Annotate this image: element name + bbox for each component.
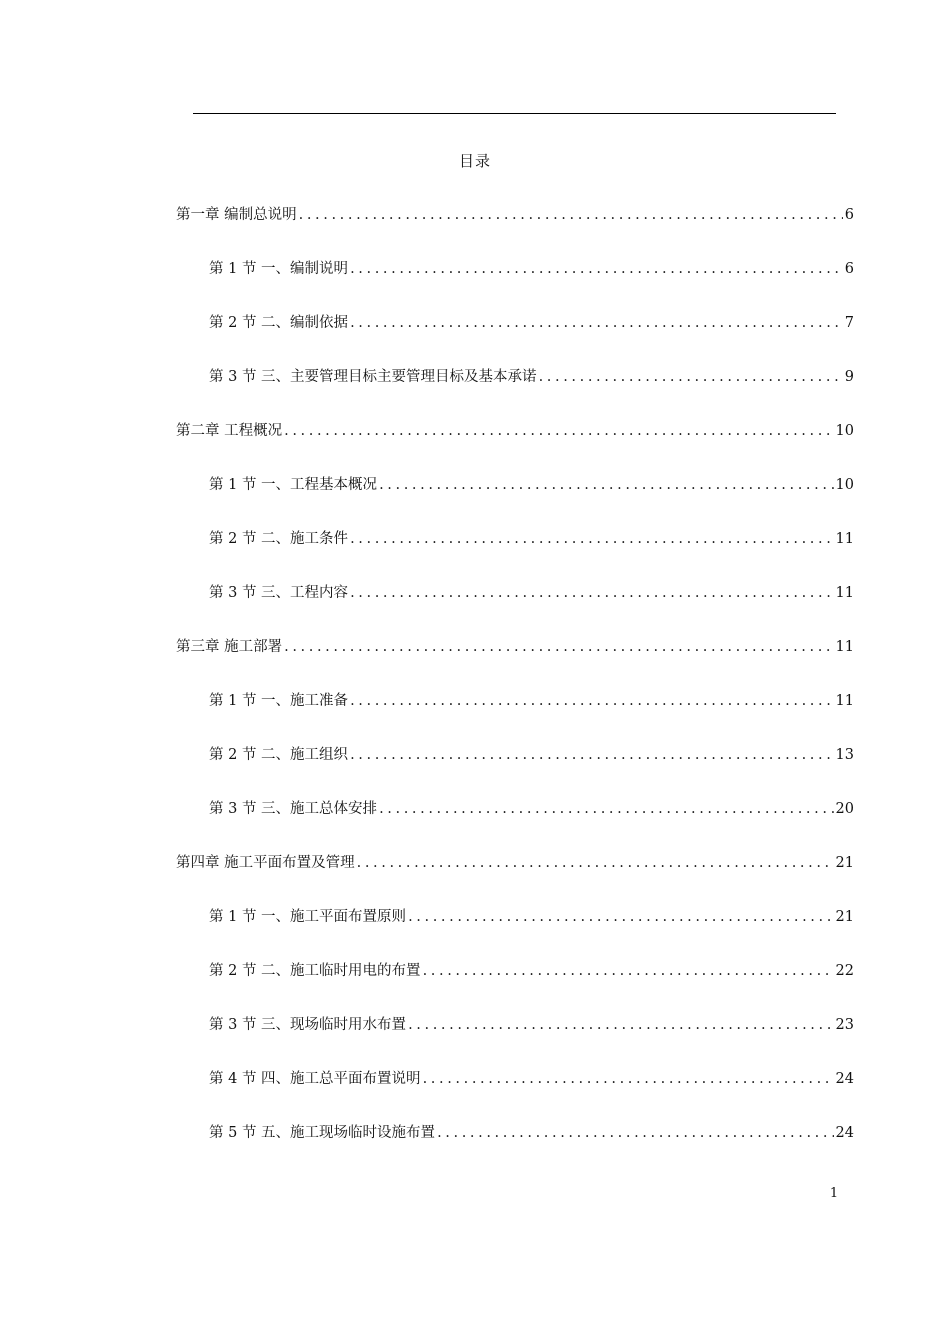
- toc-entry-label: 第 1 节 一、施工平面布置原则: [209, 909, 407, 925]
- dot-leader: [350, 528, 833, 550]
- toc-entry-page: 20: [835, 801, 854, 817]
- dot-leader: [379, 798, 833, 820]
- toc-section-3-2[interactable]: [209, 744, 854, 766]
- toc-entry-page: 10: [835, 423, 854, 439]
- toc-entry-page: 13: [835, 747, 854, 763]
- toc-entry-label: 第四章 施工平面布置及管理: [176, 855, 355, 871]
- toc-entry-label: 第 2 节 二、施工临时用电的布置: [209, 963, 421, 979]
- toc-section-1-1[interactable]: [209, 258, 854, 280]
- toc-section-4-2[interactable]: [209, 960, 854, 982]
- dot-leader: [350, 744, 833, 766]
- dot-leader: [357, 852, 834, 874]
- toc-entry-page: 9: [844, 369, 854, 385]
- dot-leader: [408, 1014, 833, 1036]
- toc-entry-label: 第 1 节 一、施工准备: [209, 693, 349, 709]
- dot-leader: [379, 474, 833, 496]
- toc-section-1-3[interactable]: [209, 366, 854, 388]
- page-number: 1: [829, 1186, 839, 1201]
- toc-section-3-3[interactable]: [209, 798, 854, 820]
- toc-entry-label: 第 2 节 二、施工条件: [209, 531, 349, 547]
- toc-entry-page: 6: [844, 207, 854, 223]
- toc-entry-label: 第 2 节 二、施工组织: [209, 747, 349, 763]
- dot-leader: [437, 1122, 833, 1144]
- toc-entry-label: 第 3 节 三、主要管理目标主要管理目标及基本承诺: [209, 369, 537, 385]
- dot-leader: [539, 366, 843, 388]
- toc-entry-page: 23: [835, 1017, 854, 1033]
- toc-entry-label: 第 1 节 一、编制说明: [209, 261, 349, 277]
- dot-leader: [423, 1068, 834, 1090]
- toc-entry-page: 10: [835, 477, 854, 493]
- toc-entry-label: 第 1 节 一、工程基本概况: [209, 477, 378, 493]
- toc-entry-label: 第三章 施工部署: [176, 639, 283, 655]
- toc-entry-label: 第二章 工程概况: [176, 423, 283, 439]
- toc-entry-page: 6: [844, 261, 854, 277]
- dot-leader: [408, 906, 833, 928]
- toc-entry-page: 22: [835, 963, 854, 979]
- toc-chapter-3[interactable]: [176, 636, 854, 658]
- dot-leader: [350, 690, 833, 712]
- dot-leader: [350, 258, 843, 280]
- dot-leader: [423, 960, 834, 982]
- toc-section-2-1[interactable]: [209, 474, 854, 496]
- toc-entry-page: 11: [835, 585, 854, 601]
- dot-leader: [299, 204, 843, 226]
- toc-entry-page: 11: [835, 531, 854, 547]
- dot-leader: [284, 636, 833, 658]
- toc-entry-label: 第 2 节 二、编制依据: [209, 315, 349, 331]
- toc-section-4-3[interactable]: [209, 1014, 854, 1036]
- toc-section-3-1[interactable]: [209, 690, 854, 712]
- toc-entry-page: 24: [835, 1125, 854, 1141]
- dot-leader: [350, 312, 843, 334]
- toc-entry-label: 第 4 节 四、施工总平面布置说明: [209, 1071, 421, 1087]
- toc-entry-page: 11: [835, 639, 854, 655]
- toc-section-4-1[interactable]: [209, 906, 854, 928]
- toc-entry-page: 7: [844, 315, 854, 331]
- toc-section-4-4[interactable]: [209, 1068, 854, 1090]
- toc-entry-page: 21: [835, 909, 854, 925]
- toc-section-2-2[interactable]: [209, 528, 854, 550]
- toc-entry-page: 21: [835, 855, 854, 871]
- toc-entry-label: 第 5 节 五、施工现场临时设施布置: [209, 1125, 436, 1141]
- toc-entry-label: 第 3 节 三、现场临时用水布置: [209, 1017, 407, 1033]
- dot-leader: [284, 420, 833, 442]
- toc-chapter-2[interactable]: [176, 420, 854, 442]
- dot-leader: [350, 582, 833, 604]
- toc-entry-page: 24: [835, 1071, 854, 1087]
- toc-title: 目录: [458, 152, 491, 170]
- toc-chapter-4[interactable]: [176, 852, 854, 874]
- toc-entry-label: 第 3 节 三、施工总体安排: [209, 801, 378, 817]
- toc-section-1-2[interactable]: [209, 312, 854, 334]
- toc-section-4-5[interactable]: [209, 1122, 854, 1144]
- toc-entry-label: 第一章 编制总说明: [176, 207, 297, 223]
- toc-chapter-1[interactable]: [176, 204, 854, 226]
- toc-section-2-3[interactable]: [209, 582, 854, 604]
- toc-entry-page: 11: [835, 693, 854, 709]
- toc-entry-label: 第 3 节 三、工程内容: [209, 585, 349, 601]
